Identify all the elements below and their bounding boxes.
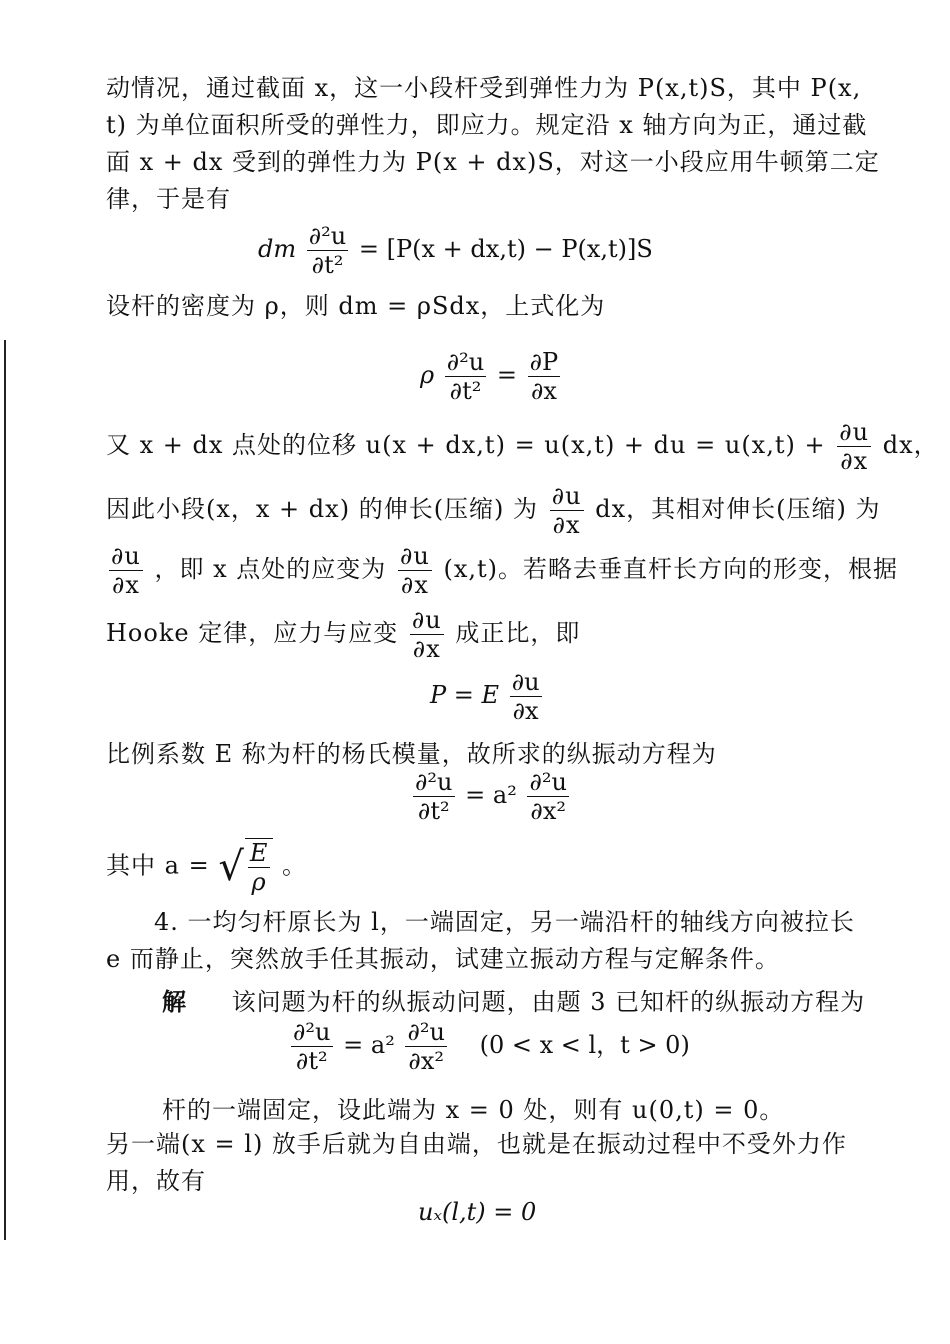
numerator: ∂u	[111, 542, 141, 570]
numerator: ∂²u	[415, 768, 453, 796]
fraction	[837, 418, 871, 475]
text-line: 另一端(x = l) 放手后就为自由端，也就是在振动过程中不受外力作	[106, 1130, 847, 1158]
fraction	[413, 768, 455, 825]
denominator: ∂x	[109, 570, 143, 599]
eq-mid: = a²	[343, 1031, 395, 1059]
equation-stress	[430, 668, 545, 725]
denominator: ∂x	[837, 446, 871, 475]
text-line-young: 比例系数 E 称为杆的杨氏模量，故所求的纵振动方程为	[106, 740, 717, 768]
text-segment: dx，	[882, 431, 939, 459]
eq-lhs: P = E	[430, 681, 500, 709]
numerator: ∂u	[399, 542, 430, 570]
fraction	[248, 839, 271, 896]
numerator: ∂u	[411, 606, 442, 634]
denominator: ∂x²	[405, 1046, 447, 1075]
numerator: ∂²u	[407, 1018, 445, 1046]
text-segment: 成正比，即	[455, 619, 581, 647]
fraction	[398, 542, 432, 599]
denominator: ∂x²	[527, 796, 569, 825]
equation-wave	[410, 768, 572, 825]
denominator: ∂x	[550, 510, 584, 539]
text-line-hooke	[106, 606, 580, 663]
numerator: ∂u	[839, 418, 870, 446]
denominator: ∂x	[528, 376, 561, 405]
equation-rho	[420, 348, 563, 405]
text-line: 用，故有	[106, 1167, 206, 1195]
fraction	[550, 482, 584, 539]
equation-newton	[258, 222, 653, 279]
denominator: ∂x	[410, 634, 444, 663]
numerator: ∂²u	[293, 1018, 331, 1046]
denominator: ∂t²	[291, 1046, 333, 1075]
fraction	[307, 222, 349, 279]
denominator: ∂t²	[307, 250, 349, 279]
eq-coef: dm	[258, 235, 297, 263]
denominator: ∂x	[510, 696, 542, 725]
denominator: ∂x	[398, 570, 432, 599]
text-segment: 该问题为杆的纵振动问题，由题 3 已知杆的纵振动方程为	[231, 988, 866, 1016]
numerator: ∂²u	[446, 348, 485, 376]
text-line-where	[106, 838, 307, 896]
text-line: 4. 一均匀杆原长为 l，一端固定，另一端沿杆的轴线方向被拉长	[154, 908, 855, 936]
problem-4	[106, 904, 866, 978]
paragraph-free-end	[106, 1126, 866, 1200]
text-segment: ，即 x 点处的应变为	[154, 555, 387, 583]
paragraph-intro	[106, 70, 880, 218]
domain-condition: (0 < x < l，t > 0)	[479, 1031, 690, 1059]
fraction	[109, 542, 143, 599]
text-line-density: 设杆的密度为 ρ，则 dm = ρSdx，上式化为	[106, 292, 606, 320]
text-segment: 。	[282, 851, 307, 880]
text-line-fixed-end: 杆的一端固定，设此端为 x = 0 处，则有 u(0,t) = 0。	[162, 1096, 785, 1124]
text-line-strain	[106, 542, 898, 599]
equals-sign: =	[496, 361, 517, 389]
fraction	[527, 768, 569, 825]
text-line: 动情况，通过截面 x，这一小段杆受到弹性力为 P(x,t)S，其中 P(x,	[106, 74, 862, 102]
numerator: ∂u	[551, 482, 582, 510]
radicand	[245, 838, 274, 896]
equation-boundary: uₓ(l,t) = 0	[418, 1198, 537, 1226]
text-line-displacement	[106, 418, 939, 475]
denominator: ρ	[248, 867, 271, 896]
eq-rhs: = [P(x + dx,t) − P(x,t)]S	[358, 235, 653, 263]
solution-label: 解	[162, 987, 187, 1016]
text-segment: 又 x + dx 点处的位移 u(x + dx,t) = u(x,t) + du = u(x,t) +	[106, 431, 826, 459]
eq-mid: = a²	[465, 781, 517, 809]
text-line: e 而静止，突然放手任其振动，试建立振动方程与定解条件。	[106, 945, 780, 973]
numerator: ∂²u	[529, 768, 567, 796]
fraction	[528, 348, 561, 405]
denominator: ∂t²	[413, 796, 455, 825]
text-line: t) 为单位面积所受的弹性力，即应力。规定沿 x 轴方向为正，通过截	[106, 111, 868, 139]
denominator: ∂t²	[445, 376, 487, 405]
numerator: ∂²u	[308, 222, 347, 250]
text-segment: Hooke 定律，应力与应变	[106, 619, 399, 647]
numerator: ∂u	[511, 668, 540, 696]
text-segment: 其中 a =	[106, 851, 210, 880]
fraction	[410, 606, 444, 663]
text-line: 面 x + dx 受到的弹性力为 P(x + dx)S，对这一小段应用牛顿第二定	[106, 148, 880, 176]
eq-coef: ρ	[420, 361, 435, 389]
fraction	[445, 348, 487, 405]
fraction	[510, 668, 542, 725]
solution-intro	[162, 982, 865, 1017]
numerator: E	[249, 839, 269, 867]
text-segment: (x,t)。若略去垂直杆长方向的形变，根据	[443, 555, 899, 583]
fraction	[405, 1018, 447, 1075]
text-segment: dx，其相对伸长(压缩) 为	[595, 495, 881, 523]
radical-sign: √	[218, 844, 245, 890]
square-root	[218, 838, 273, 896]
fraction	[291, 1018, 333, 1075]
numerator: ∂P	[529, 348, 559, 376]
text-segment: 因此小段(x，x + dx) 的伸长(压缩) 为	[106, 495, 539, 523]
scan-margin-line	[4, 340, 6, 1240]
equation-wave-conditions	[288, 1018, 690, 1075]
text-line-extension	[106, 482, 880, 539]
text-line: 律，于是有	[106, 185, 231, 213]
